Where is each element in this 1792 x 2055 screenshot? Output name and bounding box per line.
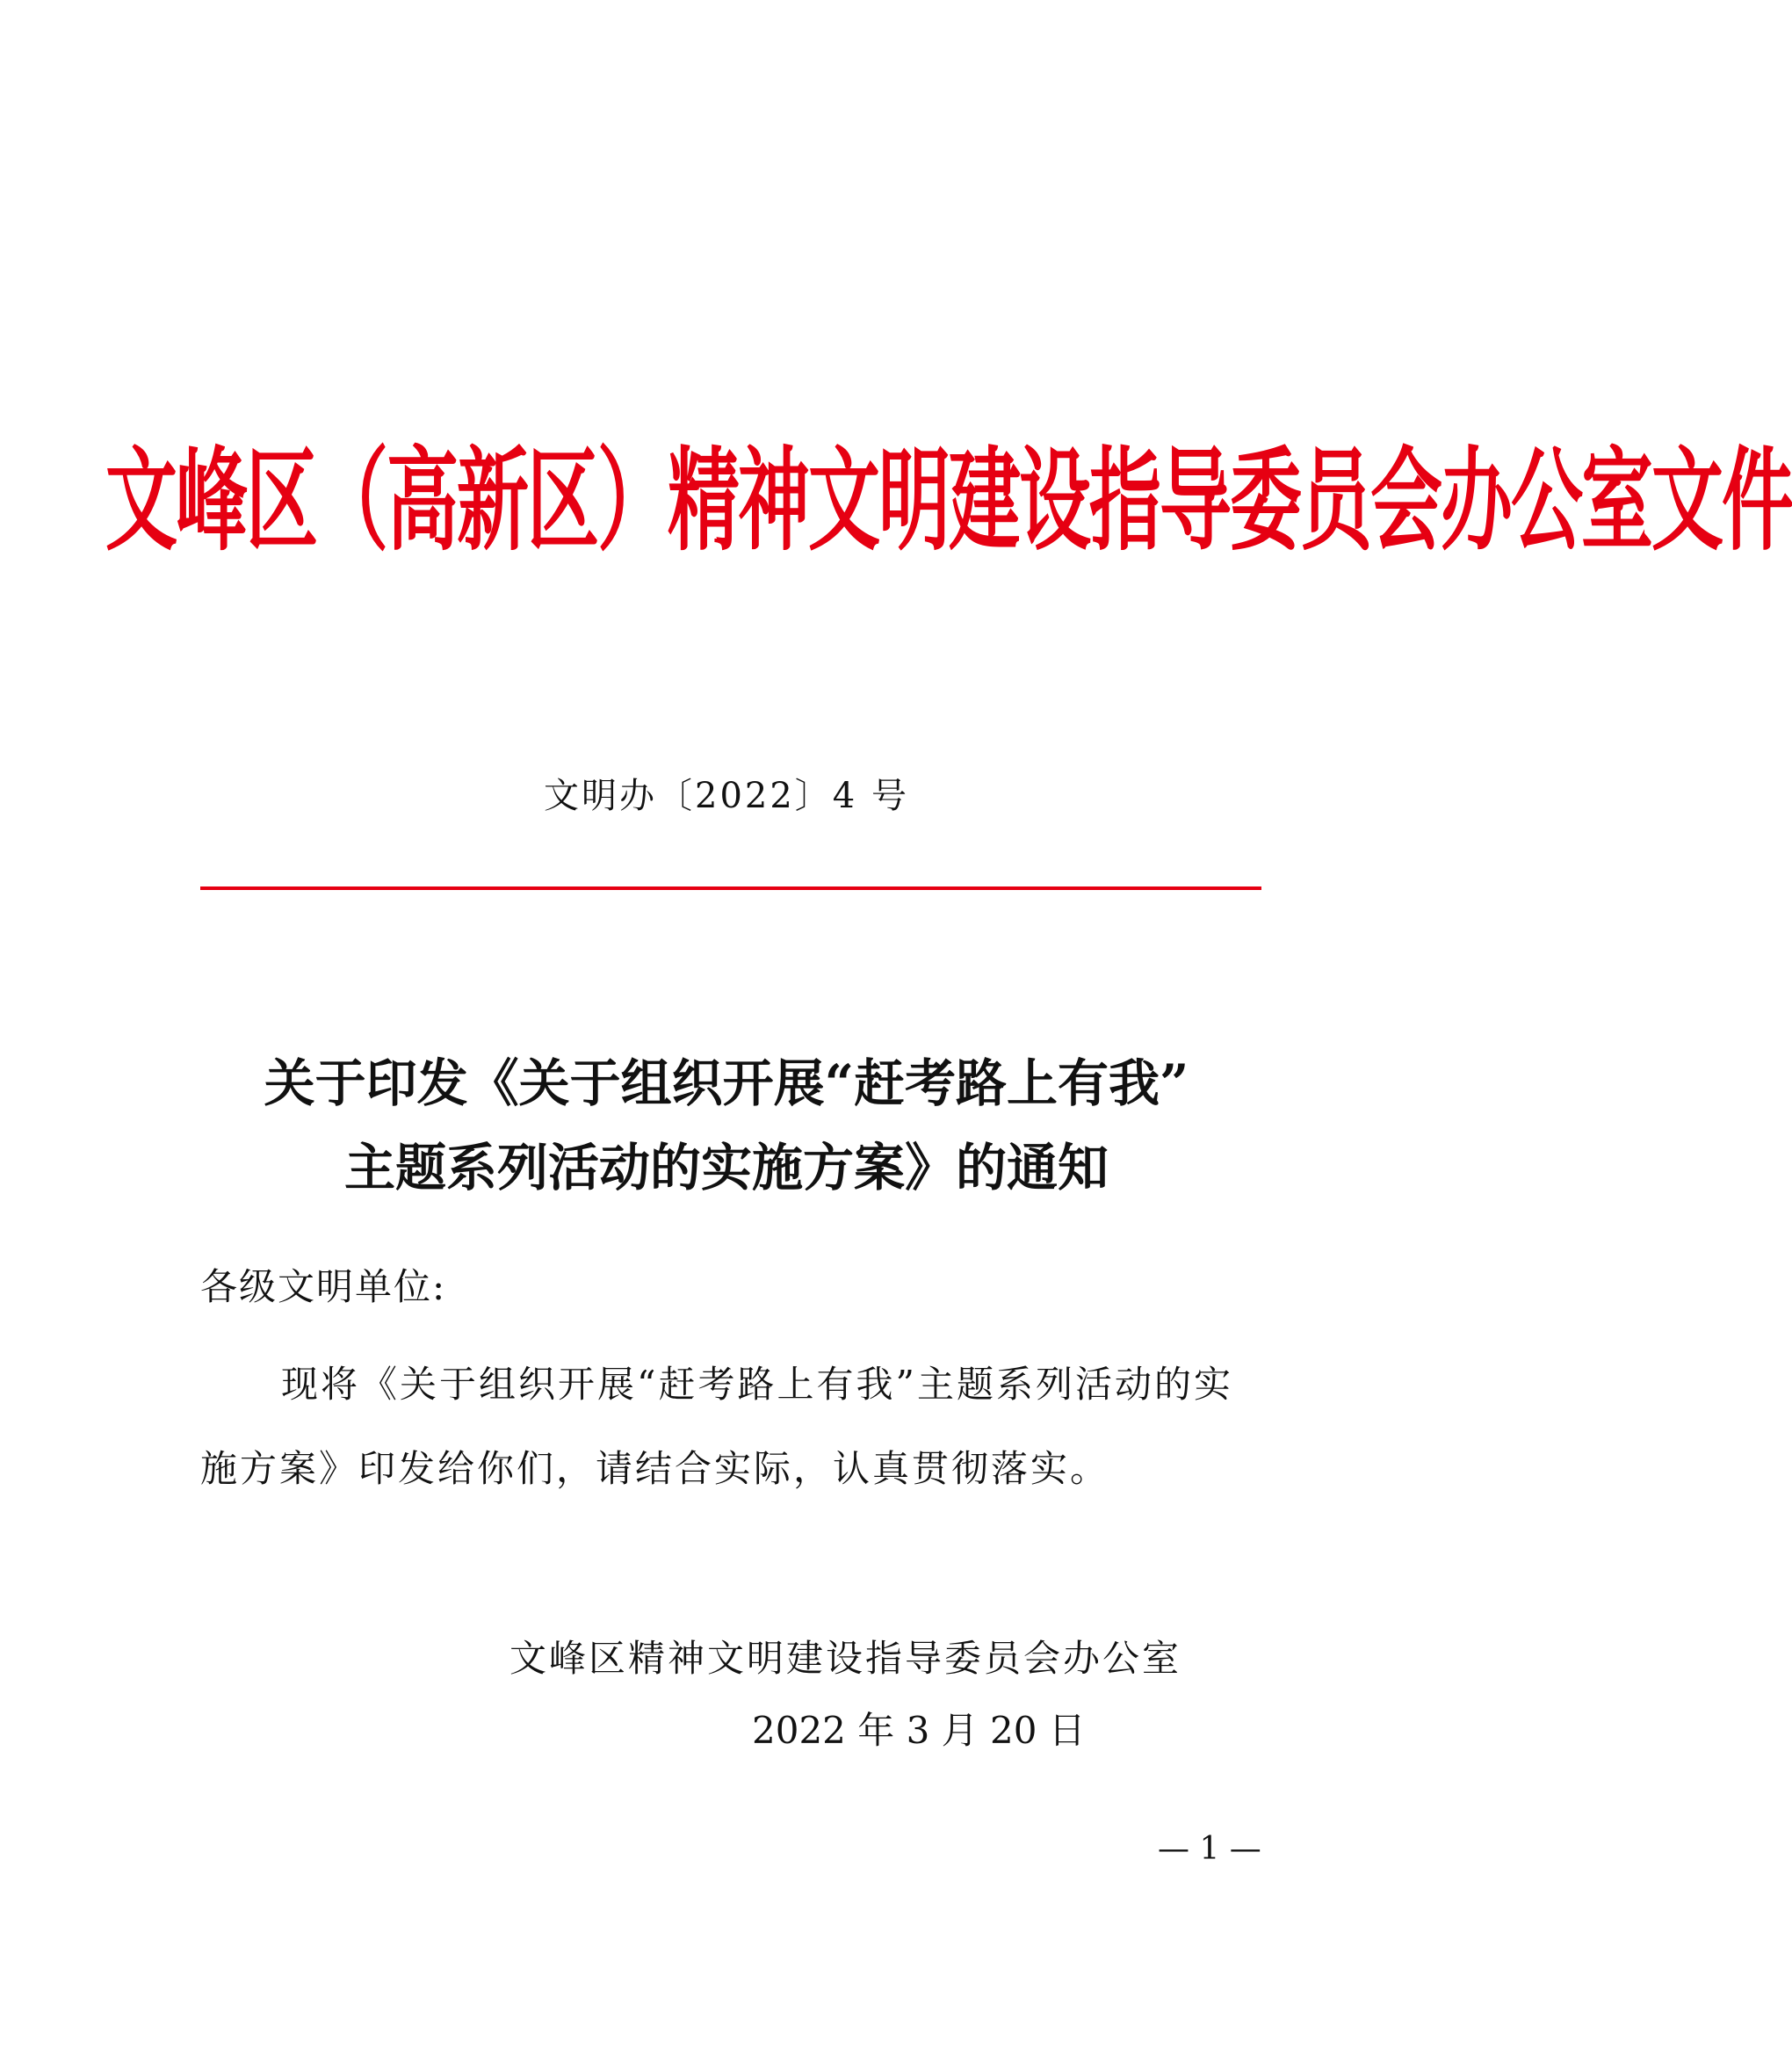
issue-date: 2022 年 3 月 20 日: [752, 1709, 1086, 1752]
red-divider-line: [200, 886, 1261, 890]
masthead-title: 文峰区（高新区）精神文明建设指导委员会办公室文件: [105, 436, 1792, 568]
salutation: 各级文明单位:: [200, 1265, 447, 1308]
notice-title: [0, 1041, 1453, 1210]
body-line-1: 现将《关于组织开展“赶考路上有我”主题系列活动的实: [281, 1363, 1233, 1406]
page-number: — 1 —: [1158, 1831, 1261, 1867]
document-number: 文明办〔2022〕4 号: [544, 776, 909, 816]
body-paragraph: [200, 1342, 1261, 1511]
issuing-office: 文峰区精神文明建设指导委员会办公室: [509, 1637, 1182, 1680]
notice-title-line-1: 关于印发《关于组织开展“赶考路上有我”: [264, 1053, 1189, 1113]
notice-title-line-2: 主题系列活动的实施方案》的通知: [343, 1138, 1109, 1198]
body-line-2: 施方案》印发给你们，请结合实际，认真贯彻落实。: [200, 1447, 1110, 1490]
